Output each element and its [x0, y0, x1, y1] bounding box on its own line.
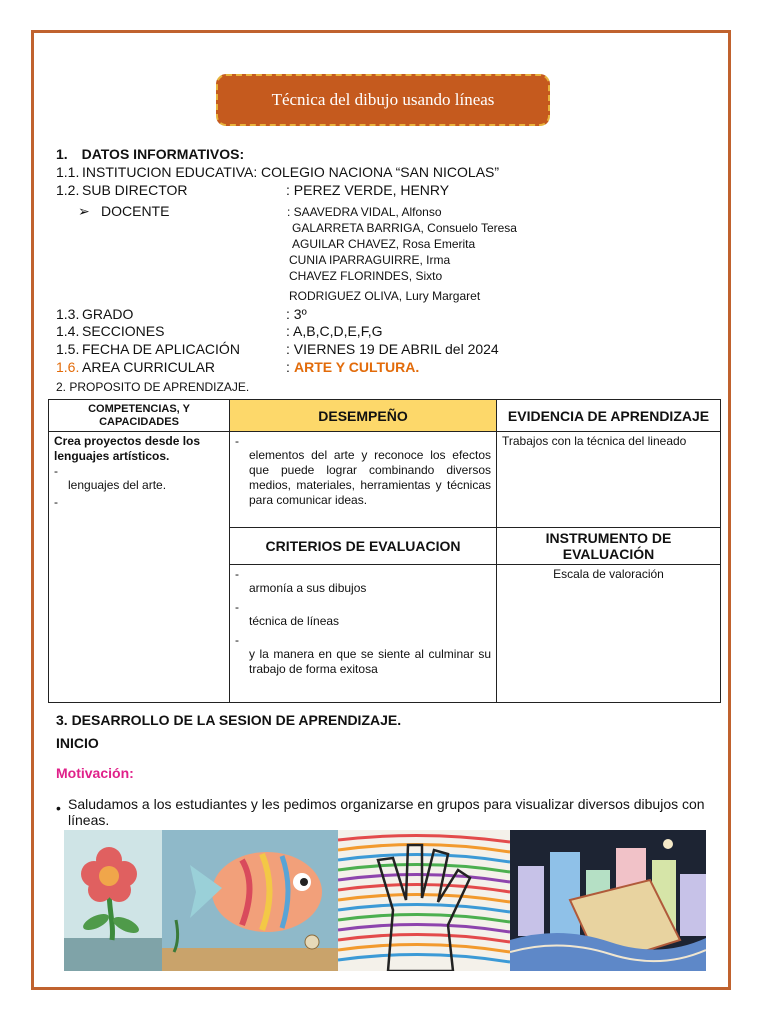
col-header-criterios: CRITERIOS DE EVALUACION: [230, 528, 497, 565]
docente-name: CHAVEZ FLORINDES, Sixto: [289, 269, 443, 283]
info-value-area: ARTE Y CULTURA.: [294, 359, 420, 375]
info-value-institucion: COLEGIO NACIONA “SAN NICOLAS”: [261, 164, 500, 180]
docente-name: : SAAVEDRA VIDAL, Alfonso: [287, 205, 442, 219]
info-row-institucion: [56, 164, 79, 180]
row-number: 1.1.: [56, 164, 80, 180]
line-drawings-gallery: [64, 830, 706, 971]
docente-name: CUNIA IPARRAGUIRRE, Irma: [289, 253, 451, 267]
instrumento-text: Escala de valoración: [553, 567, 664, 581]
docente-name: GALARRETA BARRIGA, Consuelo Teresa: [292, 221, 517, 235]
info-label-institucion: INSTITUCION EDUCATIVA:: [82, 164, 258, 180]
col-header-desempeno: DESEMPEÑO: [230, 400, 497, 432]
dash: -: [235, 633, 239, 647]
info-value-secciones: : A,B,C,D,E,F,G: [286, 323, 383, 339]
title-banner: [216, 74, 550, 126]
docente-name: AGUILAR CHAVEZ, Rosa Emerita: [292, 237, 476, 251]
instrumento-cell: [497, 565, 721, 703]
criterio-item: técnica de líneas: [249, 614, 340, 628]
evidencia-cell: [497, 432, 721, 528]
info-label-fecha: FECHA DE APLICACIÓN: [82, 341, 240, 357]
section3-heading: 3. DESARROLLO DE LA SESION DE APRENDIZAJE.: [56, 712, 402, 728]
info-colon-area: :: [286, 359, 290, 375]
row-number: 1.4.: [56, 323, 80, 339]
col-header-instrumento: INSTRUMENTO DE EVALUACIÓN: [497, 528, 721, 565]
info-label-grado: GRADO: [82, 306, 134, 322]
arrow-bullet-icon: ➢: [78, 203, 90, 219]
info-label-subdirector: SUB DIRECTOR: [82, 182, 188, 198]
desempeno-text: elementos del arte y reconoce los efectos que puede lograr combinando diversos medios, materiales, herramientas y técnicas para comunicar ideas.: [249, 448, 491, 507]
motivacion-heading: Motivación:: [56, 765, 134, 781]
page-title: Técnica del dibujo usando líneas: [271, 90, 495, 109]
info-value-grado: : 3º: [286, 306, 307, 322]
info-value-fecha: : VIERNES 19 DE ABRIL del 2024: [286, 341, 499, 357]
criterios-cell: [230, 565, 497, 703]
section2-heading: 2. PROPOSITO DE APRENDIZAJE.: [56, 380, 250, 394]
dash: -: [235, 600, 239, 614]
inicio-heading: INICIO: [56, 735, 99, 751]
city-lines-drawing-image: [510, 830, 706, 971]
fish-drawing-image: [162, 830, 338, 971]
section1-title: DATOS INFORMATIVOS:: [81, 146, 245, 162]
info-label-area: AREA CURRICULAR: [82, 359, 216, 375]
dash: -: [235, 567, 239, 581]
purpose-table: [48, 399, 721, 703]
info-value-subdirector: : PEREZ VERDE, HENRY: [286, 182, 450, 198]
desempeno-cell: [230, 432, 497, 528]
row-number: 1.3.: [56, 306, 80, 322]
info-label-secciones: SECCIONES: [82, 323, 165, 339]
evidencia-text: Trabajos con la técnica del lineado: [502, 434, 687, 448]
competencias-cell: [49, 432, 230, 703]
col-header-competencias: COMPETENCIAS, Y CAPACIDADES: [49, 400, 230, 432]
info-label-docente: DOCENTE: [101, 203, 170, 219]
section1-number: 1.: [56, 146, 68, 162]
criterio-item: armonía a sus dibujos: [249, 581, 367, 595]
section1-heading: [56, 146, 244, 162]
competencia-item: lenguajes del arte.: [68, 478, 167, 492]
hand-lines-drawing-image: [338, 830, 510, 971]
docente-name: RODRIGUEZ OLIVA, Lury Margaret: [289, 289, 481, 303]
dash: -: [54, 495, 58, 509]
dash: -: [54, 464, 58, 478]
dash: -: [235, 434, 239, 448]
row-number: 1.2.: [56, 182, 80, 198]
competencia-title: Crea proyectos desde los lenguajes artísticos.: [54, 434, 201, 463]
row-number: 1.5.: [56, 341, 80, 357]
motivacion-bullet-text: Saludamos a los estudiantes y les pedimos organizarse en grupos para visualizar diversos dibujos con líneas.: [68, 796, 705, 828]
criterio-item: y la manera en que se siente al culminar su trabajo de forma exitosa: [249, 647, 491, 676]
bullet-dot-icon: •: [56, 800, 61, 816]
row-number: 1.6.: [56, 359, 80, 375]
flower-drawing-image: [64, 830, 162, 971]
col-header-evidencia: EVIDENCIA DE APRENDIZAJE: [497, 400, 721, 432]
